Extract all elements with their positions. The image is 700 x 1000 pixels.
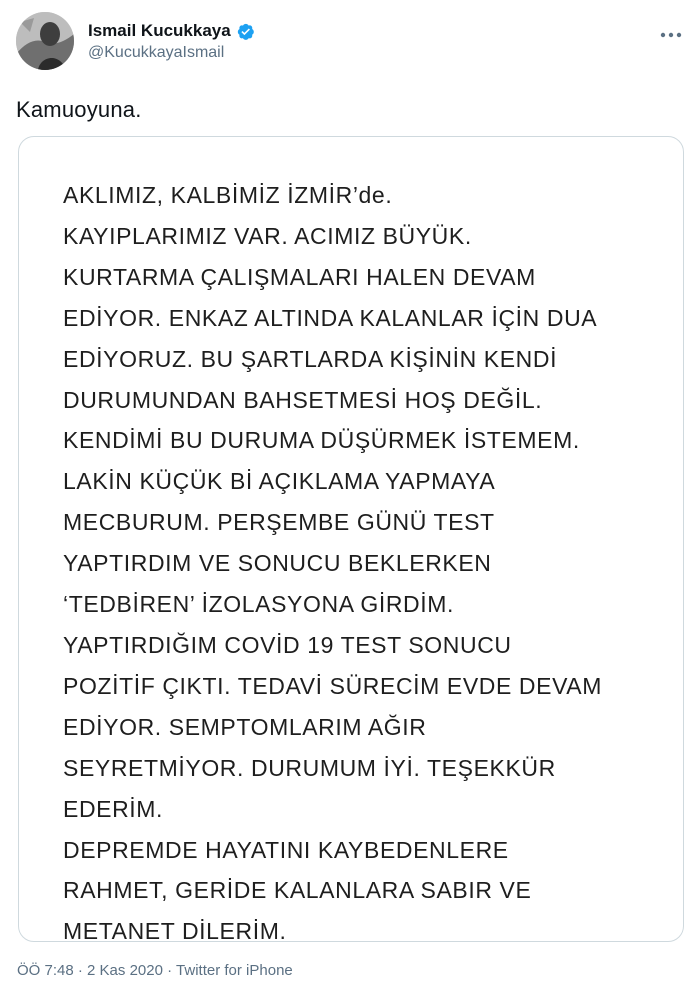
tweet-meta: [17, 962, 293, 979]
meta-separator: ·: [77, 962, 83, 979]
statement-line: SEYRETMİYOR. DURUMUM İYİ. TEŞEKKÜR: [63, 754, 556, 781]
verified-badge-icon: [236, 22, 255, 41]
statement-line: KAYIPLARIMIZ VAR. ACIMIZ BÜYÜK.: [63, 222, 472, 249]
statement-line: EDİYOR. SEMPTOMLARIM AĞIR: [63, 713, 427, 740]
statement-line: DURUMUNDAN BAHSETMESİ HOŞ DEĞİL.: [63, 386, 543, 413]
statement-line: EDİYOR. ENKAZ ALTINDA KALANLAR İÇİN DUA: [63, 304, 598, 331]
statement-line: METANET DİLERİM.: [63, 918, 287, 942]
avatar-photo: [16, 12, 74, 70]
tweet-date[interactable]: 2 Kas 2020: [87, 962, 163, 979]
tweet-text: Kamuoyuna.: [16, 97, 142, 122]
statement-line: KENDİMİ BU DURUMA DÜŞÜRMEK İSTEMEM.: [63, 427, 580, 454]
author-names: [88, 20, 255, 62]
tweet-time[interactable]: ÖÖ 7:48: [17, 962, 74, 979]
display-name-row: [88, 20, 255, 42]
statement-line: AKLIMIZ, KALBİMİZ İZMİR’de.: [63, 182, 393, 208]
handle[interactable]: @KucukkayaIsmail: [88, 44, 225, 61]
meta-separator: ·: [167, 962, 173, 979]
statement-line: ‘TEDBİREN’ İZOLASYONA GİRDİM.: [63, 591, 454, 618]
statement-text: [63, 175, 663, 942]
statement-line: KURTARMA ÇALIŞMALARI HALEN DEVAM: [63, 263, 536, 290]
tweet-source[interactable]: Twitter for iPhone: [176, 962, 293, 979]
display-name[interactable]: Ismail Kucukkaya: [88, 21, 231, 40]
statement-line: LAKİN KÜÇÜK Bİ AÇIKLAMA YAPMAYA: [63, 468, 496, 495]
statement-line: POZİTİF ÇIKTI. TEDAVİ SÜRECİM EVDE DEVAM: [63, 672, 603, 699]
tweet-header: [16, 12, 684, 74]
more-options-icon[interactable]: [658, 26, 684, 44]
statement-line: DEPREMDE HAYATINI KAYBEDENLERE: [63, 836, 509, 863]
statement-line: MECBURUM. PERŞEMBE GÜNÜ TEST: [63, 509, 495, 536]
statement-line: YAPTIRDIM VE SONUCU BEKLERKEN: [63, 550, 492, 577]
statement-line: EDİYORUZ. BU ŞARTLARDA KİŞİNİN KENDİ: [63, 345, 558, 372]
statement-line: YAPTIRDIĞIM COVİD 19 TEST SONUCU: [63, 631, 512, 658]
statement-line: RAHMET, GERİDE KALANLARA SABIR VE: [63, 877, 532, 904]
tweet-media-image[interactable]: [18, 136, 684, 942]
avatar[interactable]: [16, 12, 74, 70]
statement-line: EDERİM.: [63, 795, 164, 822]
